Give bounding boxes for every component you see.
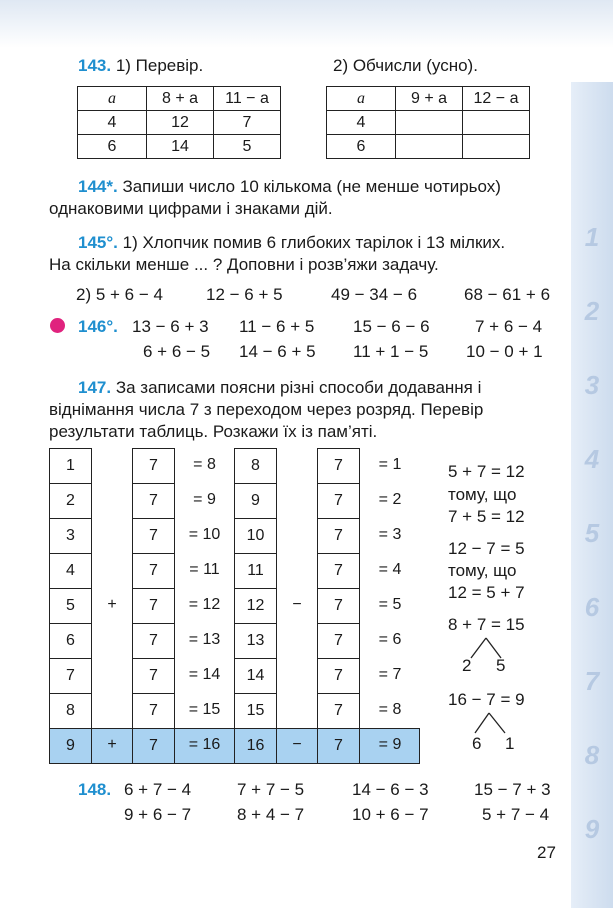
top-band — [0, 0, 613, 48]
table-cell: 14 — [234, 658, 277, 694]
table-cell: 2 — [49, 483, 92, 519]
side-number: 2 — [584, 296, 600, 326]
table-cell: = 15 — [188, 701, 221, 718]
expression: 14 − 6 − 3 — [352, 780, 429, 799]
table-cell: 3 — [49, 518, 92, 554]
table-header: 12 − a — [463, 87, 530, 111]
table-cell: = 16 — [188, 736, 221, 753]
tree-leaf: 2 — [462, 656, 472, 675]
ex147-line3: результати таблиць. Розкажи їх із пам’яті. — [49, 422, 378, 441]
minus-sign: − — [292, 736, 302, 753]
expression: 10 − 0 + 1 — [466, 342, 543, 361]
table-cell: 7 — [317, 483, 360, 519]
expression: 49 − 34 − 6 — [331, 285, 418, 304]
table-cell: 7 — [132, 658, 175, 694]
tree-top: 16 − 7 = 9 — [448, 690, 525, 709]
tree-leaf: 6 — [472, 734, 482, 753]
table-cell: = 6 — [378, 631, 402, 648]
table-cell: = 9 — [193, 491, 216, 508]
table-cell: 4 — [49, 553, 92, 589]
table-cell: 8 — [234, 448, 277, 484]
side-number: 1 — [584, 222, 600, 252]
ex147-line1 — [78, 378, 481, 398]
ex144-line1 — [78, 177, 501, 197]
table-header: 9 + a — [396, 87, 463, 111]
table-cell: = 11 — [189, 561, 220, 578]
table-cell: 7 — [317, 448, 360, 484]
table-cell: 16 — [234, 728, 277, 764]
ex147-line2: віднімання числа 7 з переходом через розряд. Перевір — [49, 400, 484, 419]
side-number: 4 — [584, 444, 600, 474]
exercise-number: 145°. — [78, 233, 118, 252]
expression: 10 + 6 − 7 — [352, 805, 429, 824]
ex143-part2: 2) Обчисли (усно). — [333, 56, 478, 75]
empty-cell — [277, 483, 317, 519]
table-cell: 4 — [78, 111, 147, 135]
table-cell: 9 — [49, 728, 92, 764]
expression: 5 + 7 − 4 — [482, 805, 550, 824]
expression: 15 − 6 − 6 — [353, 317, 430, 336]
expression: 6 + 7 − 4 — [124, 780, 192, 799]
empty-cell — [92, 518, 132, 554]
empty-cell — [92, 623, 132, 659]
ex143-part1: 1) Перевір. — [115, 56, 204, 75]
table-cell: = 7 — [378, 666, 402, 683]
table-cell: 7 — [317, 658, 360, 694]
expression: 14 − 6 + 5 — [239, 342, 316, 361]
table-header: 11 − a — [214, 87, 281, 111]
expression: 11 − 6 + 5 — [239, 317, 315, 336]
table-cell: 7 — [132, 728, 175, 764]
table-cell: 13 — [234, 623, 277, 659]
plus-sign: + — [107, 596, 117, 613]
empty-cell — [277, 518, 317, 554]
tree-leaf: 5 — [496, 656, 506, 675]
ex143-heading — [78, 56, 203, 76]
note-line: 12 = 5 + 7 — [448, 583, 525, 602]
empty-cell — [277, 448, 317, 484]
table-cell: 15 — [234, 693, 277, 729]
table-cell: = 10 — [188, 526, 221, 543]
tree-leaf: 1 — [505, 734, 515, 753]
ex145-line2: На скільки менше ... ? Доповни і розв’яжи задачу. — [49, 255, 439, 274]
expression: 13 − 6 + 3 — [132, 317, 209, 336]
table-cell: = 8 — [378, 701, 402, 718]
table-header: a — [327, 87, 396, 111]
side-number: 9 — [584, 814, 600, 844]
expression: 7 + 6 − 4 — [475, 317, 543, 336]
side-number: 3 — [584, 370, 600, 400]
table-cell: 8 — [49, 693, 92, 729]
table-cell: 7 — [132, 448, 175, 484]
empty-cell — [92, 553, 132, 589]
table-cell — [396, 111, 463, 135]
table-header: a — [78, 87, 147, 111]
empty-cell — [92, 448, 132, 484]
table-cell: 11 — [234, 553, 277, 589]
table-cell: 10 — [234, 518, 277, 554]
table-cell: 4 — [327, 111, 396, 135]
table-cell — [463, 135, 530, 159]
expression: 11 + 1 − 5 — [353, 342, 429, 361]
exercise-number: 148. — [78, 780, 112, 799]
ex145-text: 1) Хлопчик помив 6 глибоких тарілок і 13 мілких. — [122, 233, 506, 252]
exercise-number: 143. — [78, 56, 112, 75]
minus-sign: − — [292, 596, 302, 613]
page-number: 27 — [537, 843, 556, 862]
note-line: тому, що — [448, 561, 517, 580]
empty-cell — [92, 483, 132, 519]
table-cell — [463, 111, 530, 135]
ex145-line1 — [78, 233, 505, 253]
table-cell — [396, 135, 463, 159]
table-cell: = 2 — [378, 491, 402, 508]
table-header: 8 + a — [147, 87, 214, 111]
expression: 2) 5 + 6 − 4 — [76, 285, 163, 304]
table-cell: 7 — [132, 588, 175, 624]
table-cell: 9 — [234, 483, 277, 519]
table-cell: 7 — [317, 623, 360, 659]
table-cell: = 13 — [188, 631, 221, 648]
ex143-table1 — [77, 86, 281, 159]
table-cell: 7 — [317, 518, 360, 554]
empty-cell — [277, 693, 317, 729]
table-cell: 5 — [49, 588, 92, 624]
table-cell: 6 — [78, 135, 147, 159]
table-cell: 7 — [132, 553, 175, 589]
table-cell: = 9 — [378, 736, 402, 753]
table-cell: 7 — [317, 728, 360, 764]
expression: 8 + 4 − 7 — [237, 805, 305, 824]
side-number: 6 — [584, 592, 600, 622]
empty-cell — [92, 658, 132, 694]
ex143-table2 — [326, 86, 530, 159]
table-cell: 12 — [234, 588, 277, 624]
table-cell: = 14 — [188, 666, 221, 683]
expression: 12 − 6 + 5 — [206, 285, 283, 304]
table-cell: 7 — [317, 553, 360, 589]
expression: 7 + 7 − 5 — [237, 780, 305, 799]
exercise-number: 146°. — [78, 317, 118, 336]
table-cell: = 3 — [378, 526, 402, 543]
table-cell: 7 — [132, 623, 175, 659]
expression: 9 + 6 − 7 — [124, 805, 192, 824]
ex147-text: За записами поясни різні способи додавання і — [115, 378, 482, 397]
side-number: 5 — [584, 518, 600, 548]
expression: 15 − 7 + 3 — [474, 780, 551, 799]
table-cell: 7 — [214, 111, 281, 135]
expression: 6 + 6 − 5 — [143, 342, 211, 361]
tree-branches — [465, 711, 525, 735]
empty-cell — [92, 693, 132, 729]
table-cell: 14 — [147, 135, 214, 159]
tree-top: 8 + 7 = 15 — [448, 615, 525, 634]
table-cell: 1 — [49, 448, 92, 484]
table-cell: = 5 — [378, 596, 402, 613]
ex144-line2: однаковими цифрами і знаками дій. — [49, 199, 333, 218]
table-cell: 7 — [132, 483, 175, 519]
expression: 68 − 61 + 6 — [464, 285, 551, 304]
empty-cell — [277, 623, 317, 659]
table-cell: 5 — [214, 135, 281, 159]
table-cell: 7 — [132, 518, 175, 554]
empty-cell — [277, 553, 317, 589]
side-number: 8 — [584, 740, 600, 770]
table-cell: 6 — [327, 135, 396, 159]
note-line: 12 − 7 = 5 — [448, 539, 525, 558]
note-line: 7 + 5 = 12 — [448, 507, 525, 526]
table-cell: = 8 — [193, 456, 216, 473]
table-cell: 7 — [317, 588, 360, 624]
table-cell: = 1 — [378, 456, 402, 473]
marker-dot — [50, 318, 65, 333]
exercise-number: 144*. — [78, 177, 118, 196]
plus-sign: + — [107, 736, 117, 753]
table-cell: 7 — [317, 693, 360, 729]
table-cell: = 12 — [188, 596, 221, 613]
table-cell: 12 — [147, 111, 214, 135]
table-cell: 7 — [132, 693, 175, 729]
table-cell: 7 — [49, 658, 92, 694]
exercise-number: 147. — [78, 378, 112, 397]
empty-cell — [277, 658, 317, 694]
note-line: 5 + 7 = 12 — [448, 462, 525, 481]
table-cell: = 4 — [378, 561, 402, 578]
side-band — [571, 82, 613, 908]
ex144-text: Запиши число 10 кількома (не менше чотирьох) — [122, 177, 501, 196]
table-cell: 6 — [49, 623, 92, 659]
side-number: 7 — [584, 666, 600, 696]
note-line: тому, що — [448, 485, 517, 504]
